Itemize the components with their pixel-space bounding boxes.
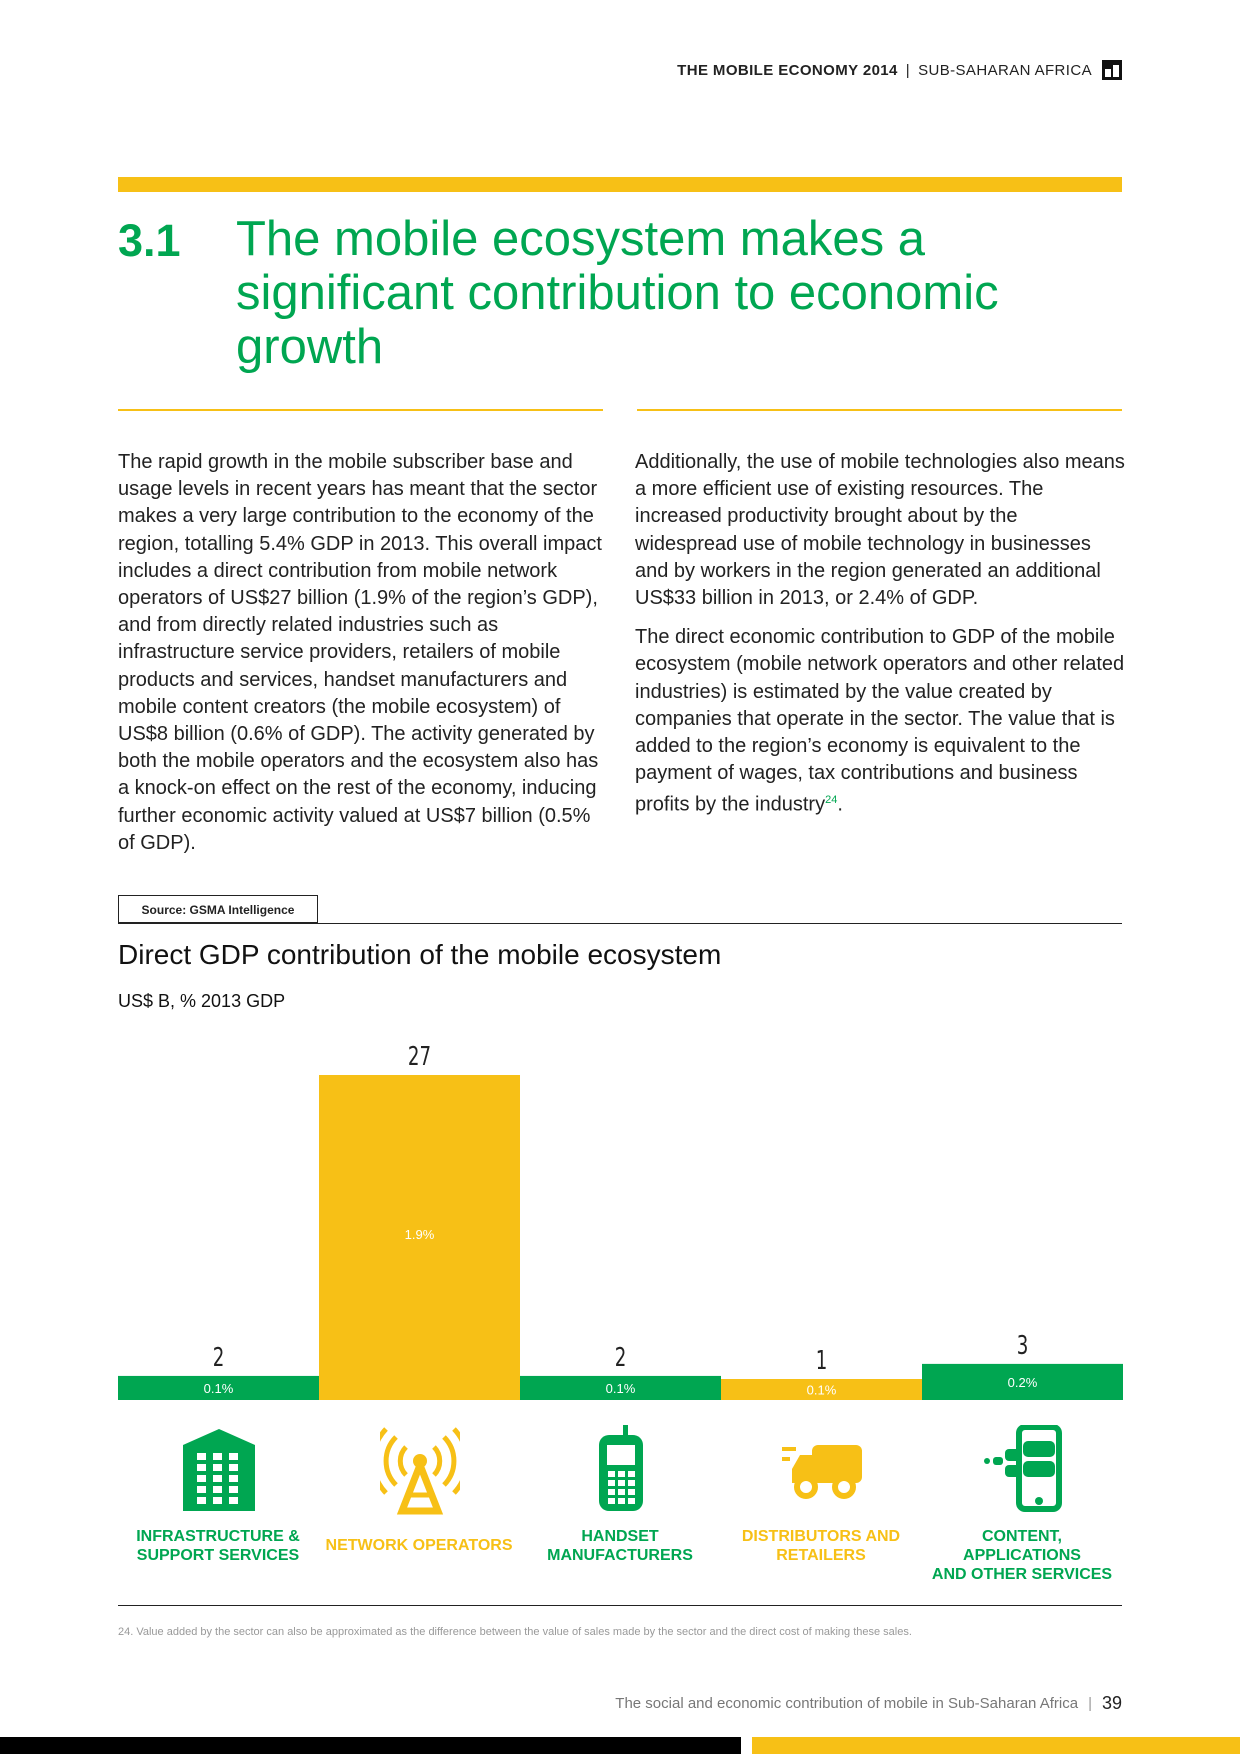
category-label-line: DISTRIBUTORS AND	[741, 1528, 901, 1545]
left-paragraph: The rapid growth in the mobile subscriber base and usage levels in recent years has meant that the sector makes a very large contribution to the economy of the region, totalling 5.4% GDP in 2013. This overall impact includes a direct contribution from mobile network operators of US$27 billion (1.9% of the region’s GDP), and from directly related industries such as infrastructure service providers, retailers of mobile products and services, handset manufacturers and mobile content creators (the mobile ecosystem) of US$8 billion (0.6% of GDP). The activity generated by both the mobile operators and the ecosystem also has a knock-on effect on the rest of the economy, inducing further economic activity valued at US$7 billion (0.5% of GDP).	[118, 451, 602, 854]
header-separator: |	[905, 61, 911, 79]
category-label-line: INFRASTRUCTURE &	[136, 1528, 300, 1545]
page-footer	[615, 1693, 1122, 1714]
right-paragraph-end: .	[837, 794, 843, 817]
category-label-line: MANUFACTURERS	[547, 1547, 693, 1564]
footer-text: The social and economic contribution of mobile in Sub-Saharan Africa	[615, 1695, 1079, 1712]
footer-separator: |	[1088, 1695, 1092, 1712]
category-label-line: HANDSET	[581, 1528, 659, 1545]
source-label: Source: GSMA Intelligence	[118, 895, 318, 923]
category-label	[118, 1527, 318, 1565]
region-name: SUB-SAHARAN AFRICA	[918, 61, 1092, 79]
bar-value-label: 2	[212, 1342, 225, 1373]
category-label-line: RETAILERS	[776, 1547, 866, 1564]
antenna-tower-icon	[380, 1425, 460, 1520]
mobile-phone-icon	[581, 1425, 661, 1520]
category-label	[319, 1536, 519, 1555]
building-icon	[179, 1425, 259, 1520]
footnote-ref[interactable]: 24	[825, 794, 838, 807]
section-title: The mobile ecosystem makes a significant contribution to economic growth	[236, 212, 999, 374]
delivery-truck-icon	[782, 1425, 862, 1520]
bar-value-label: 3	[1016, 1330, 1029, 1361]
bar-value-label: 2	[614, 1342, 627, 1373]
category-label	[520, 1527, 720, 1565]
bar-value-label: 1	[815, 1345, 828, 1376]
tablet-apps-icon	[983, 1425, 1063, 1520]
chart-subtitle: US$ B, % 2013 GDP	[118, 991, 286, 1011]
category-label-line: CONTENT, APPLICATIONS	[963, 1528, 1081, 1564]
footer-black-bar	[0, 1737, 741, 1754]
footnote: 24. Value added by the sector can also be approximated as the difference between the value of sales made by the sector and the direct cost of making these sales.	[118, 1626, 912, 1638]
bar-percent-label: 0.1%	[806, 1382, 837, 1398]
category-label-line: NETWORK OPERATORS	[325, 1537, 513, 1554]
page-number: 39	[1101, 1693, 1122, 1713]
category-label-line: AND OTHER SERVICES	[931, 1566, 1113, 1583]
chart-title: Direct GDP contribution of the mobile ecosystem	[118, 939, 722, 970]
section-number: 3.1	[118, 215, 181, 266]
right-paragraph-text: The direct economic contribution to GDP of the mobile ecosystem (mobile network operators and other related industries) is estimated by the value created by companies that operate in the sector. The value that is added to the region’s economy is equivalent to the payment of wages, tax contributions and business profits by the industry	[635, 626, 1125, 817]
bar-percent-label: 0.1%	[605, 1380, 636, 1396]
footer-yellow-bar	[752, 1737, 1240, 1754]
report-title: THE MOBILE ECONOMY 2014	[677, 61, 898, 79]
bar-percent-label: 0.1%	[203, 1380, 234, 1396]
right-paragraph: Additionally, the use of mobile technologies also means a more efficient use of existing resources. The increased productivity brought about by the widespread use of mobile technology in businesses and by workers in the region generated an additional US$33 billion in 2013, or 2.4% of GDP.	[635, 451, 1125, 610]
bar-percent-label: 1.9%	[404, 1227, 435, 1242]
category-label	[922, 1527, 1122, 1584]
category-label	[721, 1527, 921, 1565]
category-label-line: SUPPORT SERVICES	[136, 1547, 300, 1564]
bar-percent-label: 0.2%	[1007, 1374, 1038, 1390]
bar-value-label: 27	[407, 1041, 432, 1072]
footnote-rule	[118, 1605, 1122, 1606]
